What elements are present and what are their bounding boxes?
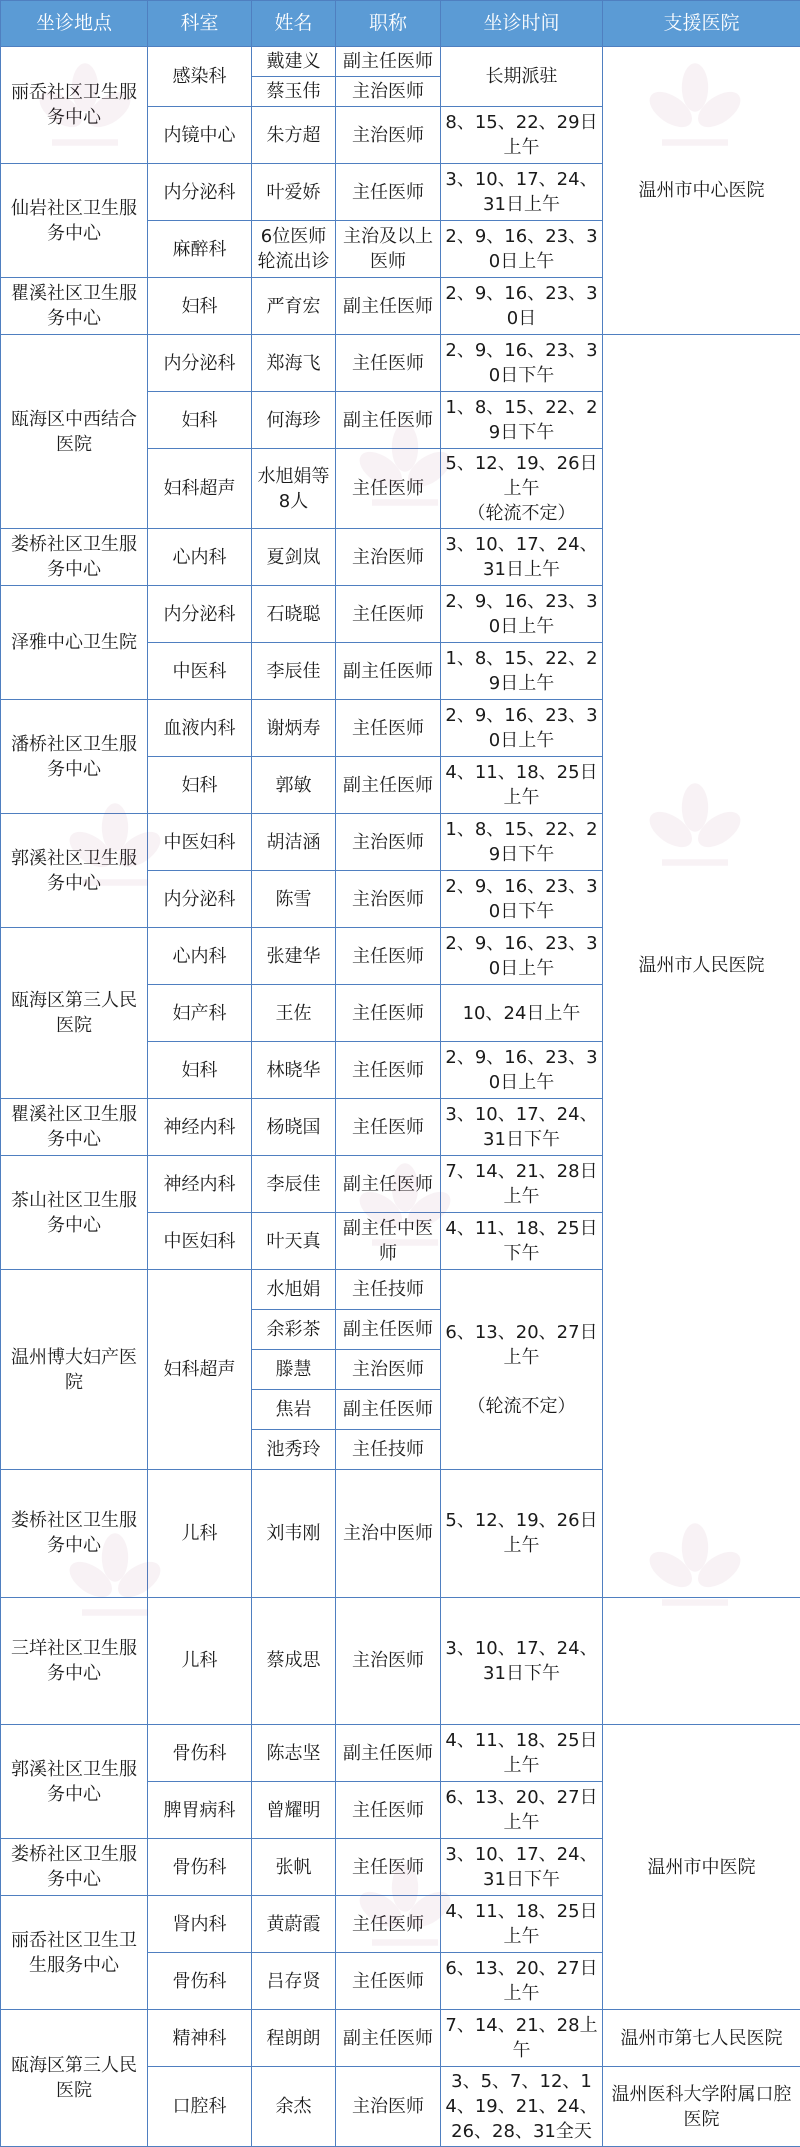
title-cell: 主治医师 bbox=[336, 529, 441, 586]
name-cell: 杨晓国 bbox=[252, 1099, 336, 1156]
department-cell: 骨伤科 bbox=[148, 1839, 252, 1896]
title-cell: 副主任医师 bbox=[336, 1725, 441, 1782]
time-cell: 3、10、17、24、31日上午 bbox=[441, 164, 603, 221]
department-cell: 妇科超声 bbox=[148, 1270, 252, 1470]
time-cell: 3、5、7、12、14、19、21、24、26、28、31全天 bbox=[441, 2067, 603, 2147]
name-cell: 夏剑岚 bbox=[252, 529, 336, 586]
title-cell: 副主任医师 bbox=[336, 392, 441, 449]
department-cell: 麻醉科 bbox=[148, 221, 252, 278]
time-cell: 2、9、16、23、30日上午 bbox=[441, 1042, 603, 1099]
time-cell: 2、9、16、23、30日 bbox=[441, 278, 603, 335]
title-cell: 主治医师 bbox=[336, 871, 441, 928]
department-cell: 感染科 bbox=[148, 47, 252, 107]
table-row bbox=[1, 1725, 800, 1782]
name-cell: 戴建义 bbox=[252, 47, 336, 77]
name-cell: 陈志坚 bbox=[252, 1725, 336, 1782]
time-cell: 3、10、17、24、31日上午 bbox=[441, 529, 603, 586]
time-cell: 1、8、15、22、29日下午 bbox=[441, 814, 603, 871]
name-cell: 郭敏 bbox=[252, 757, 336, 814]
name-cell: 刘韦刚 bbox=[252, 1470, 336, 1598]
department-cell: 血液内科 bbox=[148, 700, 252, 757]
name-cell: 滕慧 bbox=[252, 1350, 336, 1390]
name-cell: 蔡玉伟 bbox=[252, 77, 336, 107]
name-cell: 胡洁涵 bbox=[252, 814, 336, 871]
department-cell: 骨伤科 bbox=[148, 1953, 252, 2010]
name-cell: 朱方超 bbox=[252, 107, 336, 164]
title-cell: 主任医师 bbox=[336, 1782, 441, 1839]
time-cell: 1、8、15、22、29日上午 bbox=[441, 643, 603, 700]
department-cell: 妇科 bbox=[148, 392, 252, 449]
name-cell: 石晓聪 bbox=[252, 586, 336, 643]
name-cell: 6位医师轮流出诊 bbox=[252, 221, 336, 278]
header-row bbox=[1, 1, 800, 47]
time-cell: 2、9、16、23、30日上午 bbox=[441, 700, 603, 757]
department-cell: 脾胃病科 bbox=[148, 1782, 252, 1839]
name-cell: 叶天真 bbox=[252, 1213, 336, 1270]
location-cell: 丽岙社区卫生卫生服务中心 bbox=[1, 1896, 148, 2010]
header-department: 科室 bbox=[148, 1, 252, 47]
location-cell: 郭溪社区卫生服务中心 bbox=[1, 814, 148, 928]
department-cell: 精神科 bbox=[148, 2010, 252, 2067]
title-cell: 主治医师 bbox=[336, 1597, 441, 1725]
location-cell: 茶山社区卫生服务中心 bbox=[1, 1156, 148, 1270]
name-cell: 蔡成思 bbox=[252, 1597, 336, 1725]
location-cell: 瓯海区中西结合医院 bbox=[1, 335, 148, 529]
department-cell: 内分泌科 bbox=[148, 164, 252, 221]
name-cell: 李辰佳 bbox=[252, 643, 336, 700]
title-cell: 副主任医师 bbox=[336, 1310, 441, 1350]
title-cell: 主治医师 bbox=[336, 1350, 441, 1390]
title-cell: 主治中医师 bbox=[336, 1470, 441, 1598]
name-cell: 余杰 bbox=[252, 2067, 336, 2147]
name-cell: 吕存贤 bbox=[252, 1953, 336, 2010]
location-cell: 娄桥社区卫生服务中心 bbox=[1, 1839, 148, 1896]
title-cell: 主任医师 bbox=[336, 586, 441, 643]
department-cell: 妇科超声 bbox=[148, 449, 252, 529]
title-cell: 副主任医师 bbox=[336, 2010, 441, 2067]
name-cell: 张建华 bbox=[252, 928, 336, 985]
title-cell: 主任医师 bbox=[336, 1042, 441, 1099]
location-cell: 娄桥社区卫生服务中心 bbox=[1, 529, 148, 586]
time-cell: 4、11、18、25日下午 bbox=[441, 1213, 603, 1270]
title-cell: 主任医师 bbox=[336, 1099, 441, 1156]
time-cell: 4、11、18、25日上午 bbox=[441, 1725, 603, 1782]
department-cell: 妇科 bbox=[148, 278, 252, 335]
title-cell: 副主任医师 bbox=[336, 47, 441, 77]
location-cell: 郭溪社区卫生服务中心 bbox=[1, 1725, 148, 1839]
department-cell: 骨伤科 bbox=[148, 1725, 252, 1782]
name-cell: 程朗朗 bbox=[252, 2010, 336, 2067]
time-cell: 1、8、15、22、29日下午 bbox=[441, 392, 603, 449]
name-cell: 李辰佳 bbox=[252, 1156, 336, 1213]
time-text: 5、12、19、26日上午 bbox=[445, 451, 598, 501]
time-cell: 6、13、20、27日上午 bbox=[441, 1953, 603, 2010]
support-hospital-cell: 温州市中心医院 bbox=[603, 47, 800, 335]
time-cell: 8、15、22、29日上午 bbox=[441, 107, 603, 164]
table-row bbox=[1, 2010, 800, 2067]
location-cell: 瞿溪社区卫生服务中心 bbox=[1, 278, 148, 335]
title-cell: 主治医师 bbox=[336, 77, 441, 107]
department-cell: 神经内科 bbox=[148, 1156, 252, 1213]
title-cell: 主任医师 bbox=[336, 928, 441, 985]
department-cell: 中医科 bbox=[148, 643, 252, 700]
time-cell bbox=[441, 449, 603, 529]
title-cell: 主治医师 bbox=[336, 2067, 441, 2147]
name-cell: 叶爱娇 bbox=[252, 164, 336, 221]
title-cell: 主治医师 bbox=[336, 814, 441, 871]
name-cell: 水旭娟等8人 bbox=[252, 449, 336, 529]
location-cell: 三垟社区卫生服务中心 bbox=[1, 1597, 148, 1725]
name-cell: 王佐 bbox=[252, 985, 336, 1042]
header-location: 坐诊地点 bbox=[1, 1, 148, 47]
location-cell: 瞿溪社区卫生服务中心 bbox=[1, 1099, 148, 1156]
name-cell: 严育宏 bbox=[252, 278, 336, 335]
support-hospital-cell: 温州市人民医院 bbox=[603, 335, 800, 1598]
time-cell: 4、11、18、25日上午 bbox=[441, 1896, 603, 1953]
department-cell: 中医妇科 bbox=[148, 814, 252, 871]
name-cell: 谢炳寿 bbox=[252, 700, 336, 757]
department-cell: 妇产科 bbox=[148, 985, 252, 1042]
time-cell: 2、9、16、23、30日下午 bbox=[441, 335, 603, 392]
support-hospital-cell: 温州市中医院 bbox=[603, 1725, 800, 2010]
header-time: 坐诊时间 bbox=[441, 1, 603, 47]
department-cell: 中医妇科 bbox=[148, 1213, 252, 1270]
time-cell: 6、13、20、27日上午 bbox=[441, 1782, 603, 1839]
title-cell: 主任医师 bbox=[336, 985, 441, 1042]
name-cell: 何海珍 bbox=[252, 392, 336, 449]
table-row bbox=[1, 1597, 800, 1725]
title-cell: 主任技师 bbox=[336, 1270, 441, 1310]
time-cell: 3、10、17、24、31日下午 bbox=[441, 1839, 603, 1896]
time-cell: 5、12、19、26日上午 bbox=[441, 1470, 603, 1598]
location-cell: 瓯海区第三人民医院 bbox=[1, 2010, 148, 2147]
department-cell: 神经内科 bbox=[148, 1099, 252, 1156]
title-cell: 主任技师 bbox=[336, 1430, 441, 1470]
title-cell: 主任医师 bbox=[336, 1896, 441, 1953]
department-cell: 口腔科 bbox=[148, 2067, 252, 2147]
department-cell: 心内科 bbox=[148, 529, 252, 586]
time-cell: 2、9、16、23、30日上午 bbox=[441, 586, 603, 643]
department-cell: 儿科 bbox=[148, 1597, 252, 1725]
department-cell: 肾内科 bbox=[148, 1896, 252, 1953]
location-cell: 娄桥社区卫生服务中心 bbox=[1, 1470, 148, 1598]
name-cell: 陈雪 bbox=[252, 871, 336, 928]
title-cell: 副主任医师 bbox=[336, 757, 441, 814]
time-cell: 10、24日上午 bbox=[441, 985, 603, 1042]
support-hospital-cell: 温州医科大学附属口腔医院 bbox=[603, 2067, 800, 2147]
rotation-note: （轮流不定） bbox=[445, 501, 598, 526]
title-cell: 主治医师 bbox=[336, 107, 441, 164]
name-cell: 水旭娟 bbox=[252, 1270, 336, 1310]
name-cell: 余彩茶 bbox=[252, 1310, 336, 1350]
title-cell: 副主任医师 bbox=[336, 643, 441, 700]
name-cell: 郑海飞 bbox=[252, 335, 336, 392]
title-cell: 主任医师 bbox=[336, 1839, 441, 1896]
time-cell: 3、10、17、24、31日下午 bbox=[441, 1099, 603, 1156]
name-cell: 张帆 bbox=[252, 1839, 336, 1896]
name-cell: 曾耀明 bbox=[252, 1782, 336, 1839]
location-cell: 潘桥社区卫生服务中心 bbox=[1, 700, 148, 814]
title-cell: 副主任医师 bbox=[336, 1156, 441, 1213]
title-cell: 主任医师 bbox=[336, 335, 441, 392]
department-cell: 内分泌科 bbox=[148, 586, 252, 643]
header-support-hospital: 支援医院 bbox=[603, 1, 800, 47]
department-cell: 儿科 bbox=[148, 1470, 252, 1598]
department-cell: 内镜中心 bbox=[148, 107, 252, 164]
header-title: 职称 bbox=[336, 1, 441, 47]
location-cell: 仙岩社区卫生服务中心 bbox=[1, 164, 148, 278]
header-name: 姓名 bbox=[252, 1, 336, 47]
time-cell: 7、14、21、28上午 bbox=[441, 2010, 603, 2067]
time-cell bbox=[441, 1270, 603, 1470]
time-cell: 2、9、16、23、30日上午 bbox=[441, 928, 603, 985]
time-cell: 3、10、17、24、31日下午 bbox=[441, 1597, 603, 1725]
time-cell: 2、9、16、23、30日上午 bbox=[441, 221, 603, 278]
time-cell: 2、9、16、23、30日下午 bbox=[441, 871, 603, 928]
department-cell: 内分泌科 bbox=[148, 871, 252, 928]
department-cell: 妇科 bbox=[148, 757, 252, 814]
title-cell: 副主任医师 bbox=[336, 1390, 441, 1430]
department-cell: 内分泌科 bbox=[148, 335, 252, 392]
title-cell: 主治及以上医师 bbox=[336, 221, 441, 278]
time-cell: 长期派驻 bbox=[441, 47, 603, 107]
table-row bbox=[1, 47, 800, 77]
location-cell: 温州博大妇产医院 bbox=[1, 1270, 148, 1470]
time-text: 6、13、20、27日上午 bbox=[445, 1320, 598, 1370]
name-cell: 黄蔚霞 bbox=[252, 1896, 336, 1953]
location-cell: 瓯海区第三人民医院 bbox=[1, 928, 148, 1099]
title-cell: 主任医师 bbox=[336, 1953, 441, 2010]
location-cell: 丽岙社区卫生服务中心 bbox=[1, 47, 148, 164]
title-cell: 主任医师 bbox=[336, 164, 441, 221]
name-cell: 池秀玲 bbox=[252, 1430, 336, 1470]
time-cell: 4、11、18、25日上午 bbox=[441, 757, 603, 814]
department-cell: 心内科 bbox=[148, 928, 252, 985]
name-cell: 焦岩 bbox=[252, 1390, 336, 1430]
name-cell: 林晓华 bbox=[252, 1042, 336, 1099]
time-cell: 7、14、21、28日上午 bbox=[441, 1156, 603, 1213]
title-cell: 主任医师 bbox=[336, 700, 441, 757]
support-hospital-cell: 温州市第七人民医院 bbox=[603, 2010, 800, 2067]
title-cell: 主任医师 bbox=[336, 449, 441, 529]
rotation-note: （轮流不定） bbox=[445, 1394, 598, 1419]
location-cell: 泽雅中心卫生院 bbox=[1, 586, 148, 700]
title-cell: 副主任医师 bbox=[336, 278, 441, 335]
table-row bbox=[1, 335, 800, 392]
title-cell: 副主任中医师 bbox=[336, 1213, 441, 1270]
department-cell: 妇科 bbox=[148, 1042, 252, 1099]
